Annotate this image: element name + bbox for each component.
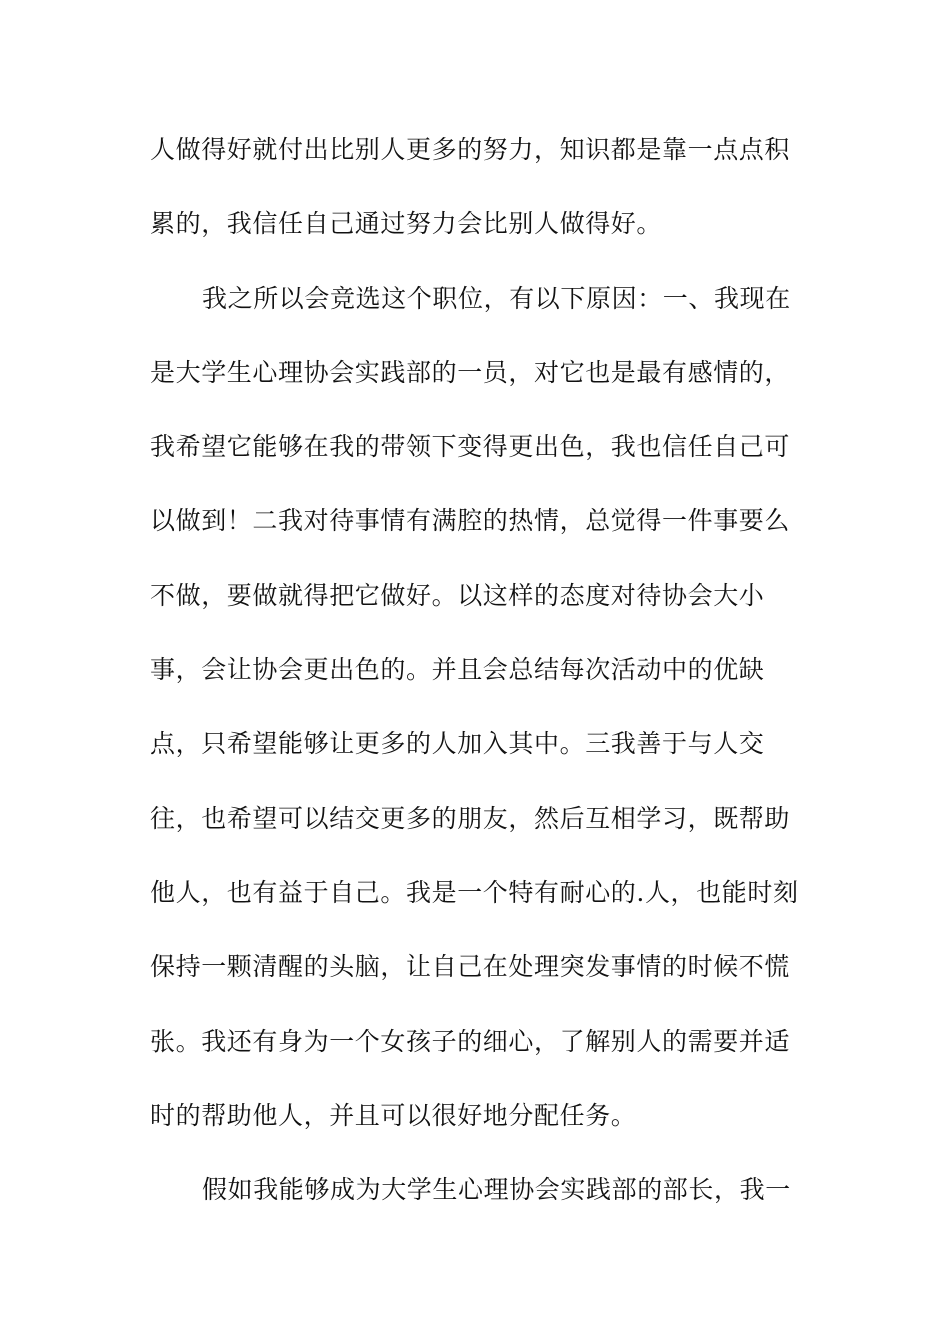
body-text	[150, 128, 810, 1242]
text-line: 我希望它能够在我的带领下变得更出色，我也信任自己可	[150, 432, 791, 462]
text-line: 点，只希望能够让更多的人加入其中。三我善于与人交	[150, 729, 765, 759]
text-line: 他人，也有益于自己。我是一个特有耐心的.人，也能时刻	[150, 877, 799, 907]
text-line: 累的，我信任自己通过努力会比别人做得好。	[150, 209, 663, 239]
text-line: 事，会让协会更出色的。并且会总结每次活动中的优缺	[150, 655, 765, 685]
text-line: 往，也希望可以结交更多的朋友，然后互相学习，既帮助	[150, 803, 791, 833]
text-line: 保持一颗清醒的头脑，让自己在处理突发事情的时候不慌	[150, 952, 791, 982]
text-line: 不做，要做就得把它做好。以这样的态度对待协会大小	[150, 580, 765, 610]
text-line: 时的帮助他人，并且可以很好地分配任务。	[150, 1100, 637, 1130]
text-line: 张。我还有身为一个女孩子的细心，了解别人的需要并适	[150, 1026, 791, 1056]
paragraph-start-line: 假如我能够成为大学生心理协会实践部的部长，我一	[202, 1175, 791, 1205]
text-line: 以做到！二我对待事情有满腔的热情，总觉得一件事要么	[150, 506, 791, 536]
text-line: 人做得好就付出比别人更多的努力，知识都是靠一点点积	[150, 135, 791, 164]
text-line: 是大学生心理协会实践部的一员，对它也是最有感情的，	[150, 357, 791, 387]
paragraph-start-line: 我之所以会竞选这个职位，有以下原因：一、我现在	[202, 283, 791, 313]
